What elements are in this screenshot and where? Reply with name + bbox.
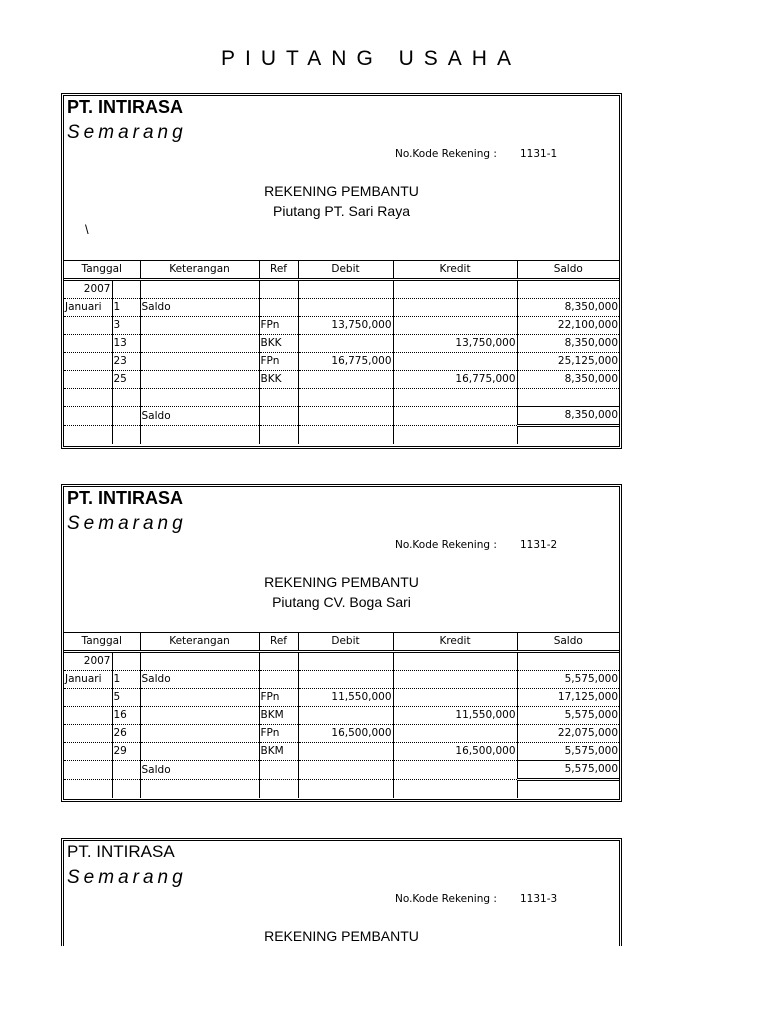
- header-kredit: Kredit: [393, 261, 517, 280]
- company-city: Semarang: [67, 867, 187, 888]
- company-city: Semarang: [67, 513, 187, 534]
- credit-cell: 16,775,000: [393, 371, 517, 389]
- saldo-cell: 25,125,000: [517, 353, 619, 371]
- day-cell: 23: [112, 353, 140, 371]
- stray-mark: \: [85, 222, 89, 237]
- total-saldo: 8,350,000: [517, 407, 619, 426]
- page-title: PIUTANG USAHA: [221, 47, 521, 70]
- description-cell: [140, 707, 259, 725]
- ref-cell: FPn: [259, 725, 298, 743]
- header-debit: Debit: [298, 633, 393, 652]
- table-row: [64, 371, 619, 389]
- month-cell: [64, 371, 112, 389]
- debit-cell: [298, 335, 393, 353]
- company-name: PT. INTIRASA: [67, 97, 184, 117]
- ledger-card-3: [61, 838, 622, 946]
- header-tanggal: Tanggal: [64, 633, 140, 652]
- table-row: [64, 707, 619, 725]
- year-row: [64, 652, 619, 671]
- debit-cell: 13,750,000: [298, 317, 393, 335]
- ref-cell: BKK: [259, 371, 298, 389]
- total-row: [64, 761, 619, 780]
- description-cell: [140, 353, 259, 371]
- ref-cell: FPn: [259, 317, 298, 335]
- month-cell: [64, 317, 112, 335]
- ref-cell: FPn: [259, 689, 298, 707]
- saldo-cell: 22,100,000: [517, 317, 619, 335]
- description-cell: [140, 335, 259, 353]
- company-name: PT. INTIRASA: [67, 842, 175, 861]
- table-row: [64, 689, 619, 707]
- credit-cell: [393, 671, 517, 689]
- ledger-subtitle: REKENING PEMBANTU: [264, 928, 419, 944]
- ledger-table: [64, 260, 619, 444]
- month-cell: [64, 689, 112, 707]
- table-row: [64, 725, 619, 743]
- account-code-label: No.Kode Rekening :: [395, 148, 497, 160]
- saldo-cell: 5,575,000: [517, 707, 619, 725]
- credit-cell: [393, 353, 517, 371]
- debit-cell: [298, 371, 393, 389]
- month-cell: [64, 707, 112, 725]
- ref-cell: BKK: [259, 335, 298, 353]
- table-row: [64, 317, 619, 335]
- blank-row: [64, 426, 619, 445]
- credit-cell: [393, 689, 517, 707]
- credit-cell: [393, 725, 517, 743]
- company-name: PT. INTIRASA: [67, 488, 184, 508]
- header-ref: Ref: [259, 633, 298, 652]
- ref-cell: BKM: [259, 707, 298, 725]
- ledger-subtitle: REKENING PEMBANTU: [264, 574, 419, 590]
- header-debit: Debit: [298, 261, 393, 280]
- month-cell: [64, 335, 112, 353]
- month-cell: [64, 725, 112, 743]
- month-cell: [64, 353, 112, 371]
- credit-cell: [393, 299, 517, 317]
- account-code-label: No.Kode Rekening :: [395, 539, 497, 551]
- ref-cell: FPn: [259, 353, 298, 371]
- header-kredit: Kredit: [393, 633, 517, 652]
- table-row: [64, 335, 619, 353]
- header-saldo: Saldo: [517, 633, 619, 652]
- credit-cell: 16,500,000: [393, 743, 517, 761]
- ledger-table: [64, 632, 619, 798]
- header-saldo: Saldo: [517, 261, 619, 280]
- total-row: [64, 407, 619, 426]
- description-cell: [140, 371, 259, 389]
- ref-cell: [259, 671, 298, 689]
- header-keterangan: Keterangan: [140, 261, 259, 280]
- year-row: [64, 280, 619, 299]
- month-cell: [64, 743, 112, 761]
- table-row: [64, 743, 619, 761]
- day-cell: 1: [112, 299, 140, 317]
- saldo-cell: 17,125,000: [517, 689, 619, 707]
- saldo-cell: 8,350,000: [517, 335, 619, 353]
- ledger-account-name: Piutang PT. Sari Raya: [273, 203, 410, 219]
- account-code-value: 1131-3: [520, 893, 558, 905]
- account-code-value: 1131-2: [520, 539, 558, 551]
- description-cell: Saldo: [140, 671, 259, 689]
- table-row: [64, 299, 619, 317]
- year-cell: 2007: [64, 652, 112, 671]
- blank-row: [64, 780, 619, 799]
- day-cell: 26: [112, 725, 140, 743]
- debit-cell: [298, 707, 393, 725]
- saldo-cell: 22,075,000: [517, 725, 619, 743]
- header-ref: Ref: [259, 261, 298, 280]
- account-code-label: No.Kode Rekening :: [395, 893, 497, 905]
- ref-cell: BKM: [259, 743, 298, 761]
- day-cell: 29: [112, 743, 140, 761]
- saldo-cell: 5,575,000: [517, 671, 619, 689]
- debit-cell: 16,500,000: [298, 725, 393, 743]
- month-cell: Januari: [64, 671, 112, 689]
- day-cell: 1: [112, 671, 140, 689]
- debit-cell: [298, 299, 393, 317]
- credit-cell: 11,550,000: [393, 707, 517, 725]
- ledger-account-name: Piutang CV. Boga Sari: [272, 594, 411, 610]
- blank-row: [64, 389, 619, 407]
- total-label: Saldo: [140, 761, 259, 780]
- company-city: Semarang: [67, 122, 187, 143]
- ledger-card-1: [61, 93, 622, 449]
- description-cell: [140, 743, 259, 761]
- account-code-value: 1131-1: [520, 148, 558, 160]
- debit-cell: 11,550,000: [298, 689, 393, 707]
- debit-cell: [298, 743, 393, 761]
- total-label: Saldo: [140, 407, 259, 426]
- saldo-cell: 5,575,000: [517, 743, 619, 761]
- ref-cell: [259, 299, 298, 317]
- day-cell: 16: [112, 707, 140, 725]
- header-tanggal: Tanggal: [64, 261, 140, 280]
- ledger-card-2: [61, 484, 622, 802]
- credit-cell: 13,750,000: [393, 335, 517, 353]
- saldo-cell: 8,350,000: [517, 299, 619, 317]
- total-saldo: 5,575,000: [517, 761, 619, 780]
- table-row: [64, 671, 619, 689]
- day-cell: 13: [112, 335, 140, 353]
- day-cell: 3: [112, 317, 140, 335]
- saldo-cell: 8,350,000: [517, 371, 619, 389]
- description-cell: [140, 317, 259, 335]
- ledger-subtitle: REKENING PEMBANTU: [264, 183, 419, 199]
- day-cell: 25: [112, 371, 140, 389]
- description-cell: [140, 725, 259, 743]
- debit-cell: [298, 671, 393, 689]
- debit-cell: 16,775,000: [298, 353, 393, 371]
- description-cell: [140, 689, 259, 707]
- header-keterangan: Keterangan: [140, 633, 259, 652]
- description-cell: Saldo: [140, 299, 259, 317]
- day-cell: 5: [112, 689, 140, 707]
- month-cell: Januari: [64, 299, 112, 317]
- year-cell: 2007: [64, 280, 112, 299]
- credit-cell: [393, 317, 517, 335]
- table-row: [64, 353, 619, 371]
